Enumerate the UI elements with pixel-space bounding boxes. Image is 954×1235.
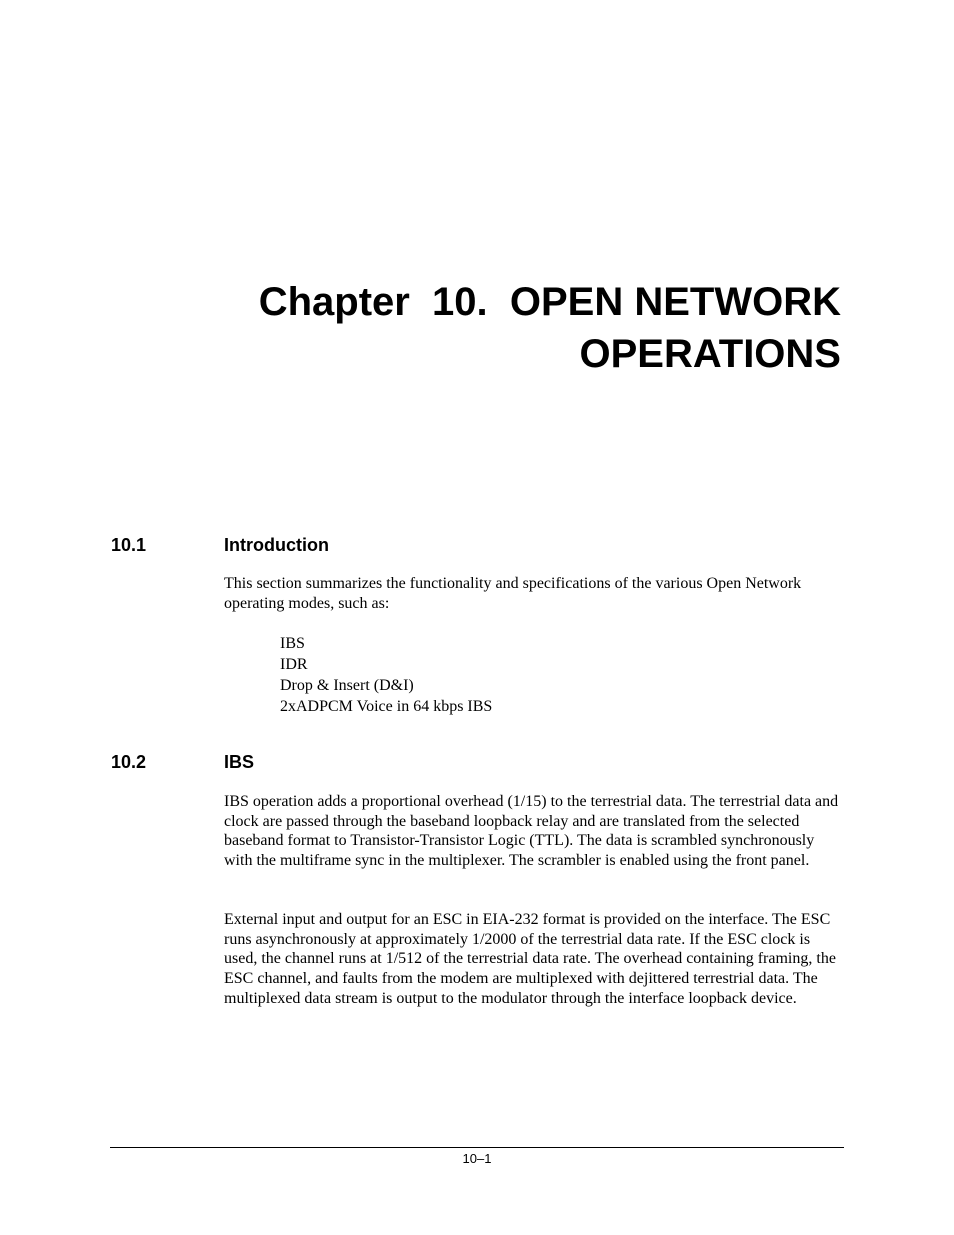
- intro-paragraph: This section summarizes the functionality and specifications of the various Open Network operating modes, such as:: [224, 575, 802, 612]
- operating-modes-list: [280, 633, 492, 717]
- footer-rule: [110, 1147, 844, 1148]
- list-item: 2xADPCM Voice in 64 kbps IBS: [280, 698, 493, 715]
- list-item: Drop & Insert (D&I): [280, 677, 414, 694]
- section-title: IBS: [224, 752, 255, 772]
- page-number: 10–1: [462, 1151, 492, 1166]
- chapter-title-line-2: OPERATIONS: [579, 332, 841, 376]
- chapter-title: [259, 276, 841, 380]
- chapter-title-line-1: Chapter 10. OPEN NETWORK: [258, 280, 841, 324]
- section-heading-introduction: [111, 534, 329, 556]
- ibs-paragraph-2: External input and output for an ESC in EIA-232 format is provided on the interface. The ESC runs asynchronously at approximately 1/2000 of the terrestrial data rate. If the ESC clock is used, the channel runs at 1/512 of the terrestrial data rate. The overhead containing framing, the ESC channel, and faults from the modem are multiplexed with dejittered terrestrial data. The multiplexed data stream is output to the modulator through the interface loopback device.: [224, 911, 836, 1007]
- list-item: IDR: [280, 656, 308, 673]
- section-number: 10.1: [111, 535, 147, 555]
- list-item: IBS: [280, 635, 305, 652]
- ibs-paragraph-1: IBS operation adds a proportional overhead (1/15) to the terrestrial data. The terrestrial data and clock are passed through the baseband loopback relay and are translated from the selected baseband format to Transistor-Transistor Logic (TTL). The data is scrambled synchronously with the multiframe sync in the multiplexer. The scrambler is enabled using the front panel.: [224, 793, 839, 870]
- section-number: 10.2: [111, 752, 147, 772]
- section-heading-ibs: [111, 751, 254, 773]
- section-title: Introduction: [224, 535, 329, 555]
